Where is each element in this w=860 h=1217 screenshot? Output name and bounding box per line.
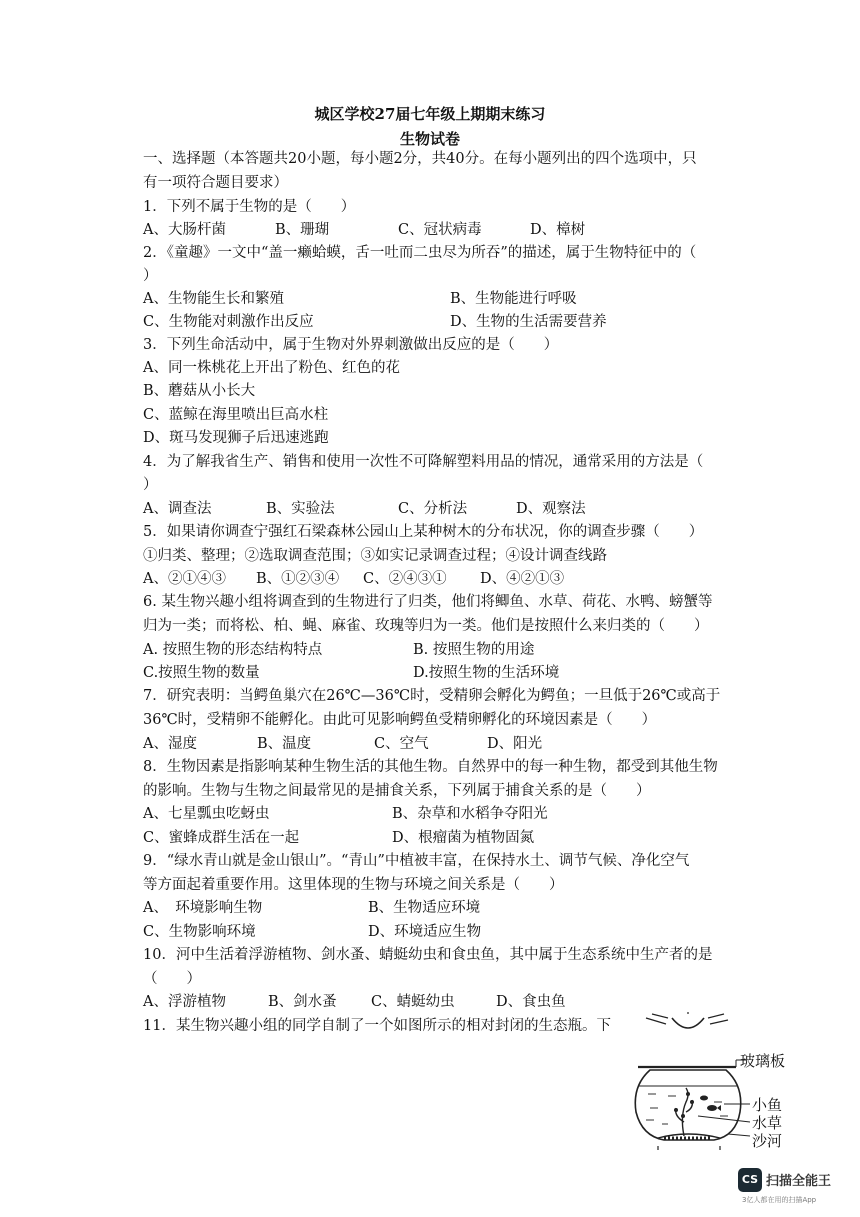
option-c: C.按照生物的数量 — [143, 665, 260, 681]
question-4-cont: ） — [143, 477, 158, 493]
option-c: C、空气 — [374, 736, 429, 752]
option-a: A、湿度 — [143, 736, 197, 752]
question-5-steps: ①归类、整理；②选取调查范围；③如实记录调查过程；④设计调查线路 — [143, 548, 607, 564]
option-d: D、观察法 — [516, 501, 586, 517]
question-6: 6. 某生物兴趣小组将调查到的生物进行了归类，他们将鲫鱼、水草、荷花、水鸭、螃蟹等 — [143, 594, 713, 610]
option-a: A、 环境影响生物 — [143, 900, 263, 916]
option-a: A、大肠杆菌 — [143, 222, 226, 238]
fish-icon — [707, 1105, 717, 1111]
question-2: 2．《童趣》一文中“盖一癞蛤蟆，舌一吐而二虫尽为所吞”的描述，属于生物特征中的（ — [143, 245, 697, 261]
option-b: B、杂草和水稻争夺阳光 — [392, 806, 548, 822]
question-9-cont: 等方面起着重要作用。这里体现的生物与环境之间关系是（ ） — [143, 877, 564, 893]
label-weed: 水草 — [752, 1114, 783, 1132]
sun-icon — [672, 1018, 704, 1028]
camscanner-logo: CS — [738, 1168, 762, 1192]
option-c: C、生物影响环境 — [143, 924, 256, 940]
question-9: 9．“绿水青山就是金山银山”。“青山”中植被丰富，在保持水土、调节气候、净化空气 — [143, 853, 690, 869]
option-c: C、蓝鲸在海里喷出巨高水柱 — [143, 407, 329, 423]
question-8: 8．生物因素是指影响某种生物生活的其他生物。自然界中的每一种生物，都受到其他生物 — [143, 759, 718, 775]
option-b: B、生物能进行呼吸 — [450, 291, 577, 307]
camscanner-watermark — [738, 1168, 848, 1208]
question-11: 11．某生物兴趣小组的同学自制了一个如图所示的相对封闭的生态瓶。下 — [143, 1018, 611, 1034]
question-6-cont: 归为一类；而将松、柏、蝇、麻雀、玫瑰等归为一类。他们是按照什么来归类的（ ） — [143, 618, 709, 634]
label-fish: 小鱼 — [752, 1096, 783, 1114]
option-b: B、蘑菇从小长大 — [143, 383, 256, 399]
question-5: 5．如果请你调查宁强红石梁森林公园山上某种树木的分布状况，你的调查步骤（ ） — [143, 524, 704, 540]
option-a: A、七星瓢虫吃蚜虫 — [143, 806, 270, 822]
label-glass-plate: 玻璃板 — [740, 1052, 786, 1070]
option-b: B、生物适应环境 — [368, 900, 481, 916]
question-4: 4．为了解我省生产、销售和使用一次性不可降解塑料用品的情况，通常采用的方法是（ — [143, 454, 704, 470]
option-b: B、温度 — [257, 736, 312, 752]
section-intro-cont: 有一项符合题目要求） — [143, 175, 288, 191]
option-c: C、蜻蜓幼虫 — [371, 994, 455, 1010]
question-8-cont: 的影响。生物与生物之间最常见的是捕食关系，下列属于捕食关系的是（ ） — [143, 783, 651, 799]
option-d: D、环境适应生物 — [368, 924, 482, 940]
question-10-cont: （ ） — [143, 971, 201, 987]
option-d: D、斑马发现狮子后迅速逃跑 — [143, 430, 329, 446]
section-intro: 一、选择题（本答题共20小题，每小题2分，共40分。在每小题列出的四个选项中，只 — [143, 151, 697, 167]
question-7-cont: 36℃时，受精卵不能孵化。由此可见影响鳄鱼受精卵孵化的环境因素是（ ） — [143, 712, 657, 728]
option-a: A、浮游植物 — [143, 994, 226, 1010]
option-d: D、生物的生活需要营养 — [450, 314, 607, 330]
page-title: 城区学校27届七年级上期期末练习 — [314, 105, 546, 123]
option-d: D、④②①③ — [480, 571, 565, 587]
question-7: 7．研究表明：当鳄鱼巢穴在26℃—36℃时，受精卵会孵化为鳄鱼；一旦低于26℃或高于 — [143, 688, 721, 704]
option-b: B、珊瑚 — [275, 222, 330, 238]
question-1: 1．下列不属于生物的是（ ） — [143, 199, 356, 215]
option-b: B. 按照生物的用途 — [413, 642, 535, 658]
option-d: D、樟树 — [530, 222, 586, 238]
option-c: C、生物能对刺激作出反应 — [143, 314, 314, 330]
option-d: D.按照生物的生活环境 — [413, 665, 560, 681]
question-3: 3．下列生命活动中，属于生物对外界刺激做出反应的是（ ） — [143, 337, 559, 353]
option-b: B、实验法 — [266, 501, 335, 517]
option-a: A. 按照生物的形态结构特点 — [143, 642, 323, 658]
weed-icon — [676, 1088, 693, 1136]
question-2-cont: ） — [143, 268, 158, 284]
page-subtitle: 生物试卷 — [399, 130, 460, 148]
option-b: B、剑水蚤 — [268, 994, 337, 1010]
option-a: A、②①④③ — [143, 571, 226, 587]
option-a: A、调查法 — [143, 501, 212, 517]
option-c: C、冠状病毒 — [398, 222, 482, 238]
option-c: C、②④③① — [363, 571, 447, 587]
option-d: D、阳光 — [487, 736, 543, 752]
option-b: B、①②③④ — [256, 571, 340, 587]
eco-bottle-figure — [628, 1012, 798, 1150]
option-d: D、食虫鱼 — [496, 994, 566, 1010]
option-d: D、根瘤菌为植物固氮 — [392, 830, 535, 846]
option-c: C、分析法 — [398, 501, 468, 517]
label-sand: 沙河 — [752, 1132, 783, 1150]
option-a: A、同一株桃花上开出了粉色、红色的花 — [143, 360, 400, 376]
option-a: A、生物能生长和繁殖 — [143, 291, 284, 307]
question-10: 10．河中生活着浮游植物、剑水蚤、蜻蜓幼虫和食虫鱼，其中属于生态系统中生产者的是 — [143, 947, 713, 963]
option-c: C、蜜蜂成群生活在一起 — [143, 830, 300, 846]
watermark-tagline: 3亿人都在用的扫描App — [742, 1196, 817, 1204]
watermark-name: 扫描全能王 — [766, 1174, 832, 1189]
